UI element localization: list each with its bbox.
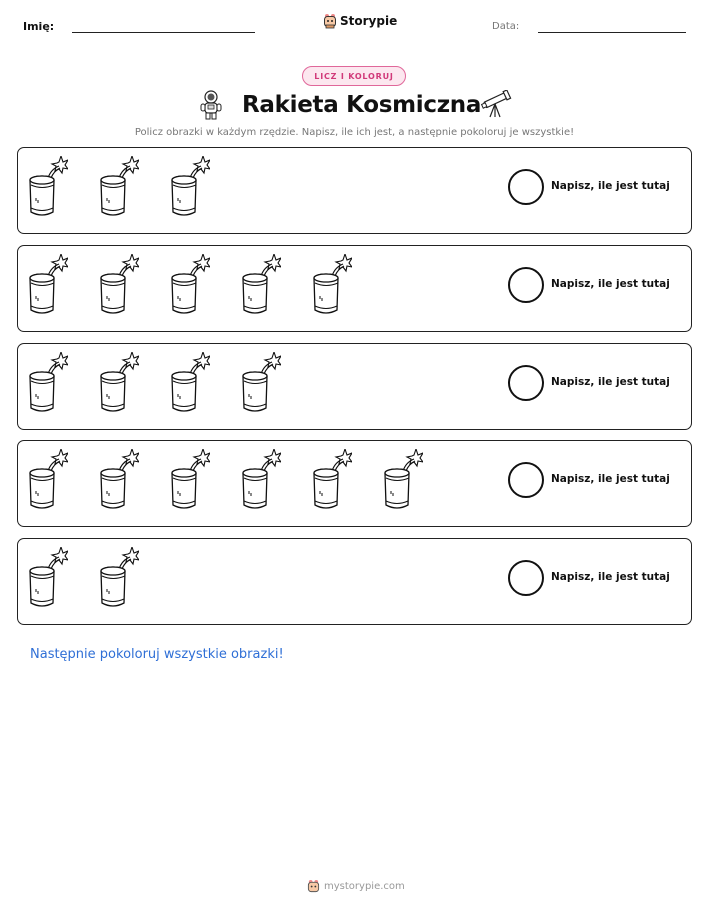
activity-badge: LICZ I KOLORUJ	[302, 66, 406, 86]
firework-can-icon	[28, 449, 68, 519]
firework-can-icon	[28, 352, 68, 422]
count-row	[17, 343, 692, 430]
firework-can-icon	[28, 547, 68, 617]
firework-can-icon	[170, 449, 210, 519]
firework-can-icon	[28, 254, 68, 324]
firework-can-icon	[99, 449, 139, 519]
footer-url: mystorypie.com	[324, 881, 405, 892]
firework-can-icon	[383, 449, 423, 519]
telescope-icon	[480, 90, 512, 118]
firework-can-icon	[312, 254, 352, 324]
instructions: Policz obrazki w każdym rzędzie. Napisz, ile ich jest, a następnie pokoloruj je wszystkie!	[134, 127, 575, 138]
page-title: Rakieta Kosmiczna	[242, 92, 482, 118]
firework-can-icon	[170, 254, 210, 324]
count-row	[17, 440, 692, 527]
name-field[interactable]	[72, 32, 255, 33]
answer-circle[interactable]	[508, 462, 544, 498]
firework-can-icon	[99, 254, 139, 324]
firework-can-icon	[28, 156, 68, 226]
firework-can-icon	[170, 156, 210, 226]
firework-can-icon	[241, 352, 281, 422]
answer-circle[interactable]	[508, 169, 544, 205]
answer-label: Napisz, ile jest tutaj	[551, 571, 670, 583]
count-row	[17, 147, 692, 234]
storypie-mascot-icon	[323, 13, 337, 29]
answer-circle[interactable]	[508, 365, 544, 401]
answer-label: Napisz, ile jest tutaj	[551, 278, 670, 290]
answer-circle[interactable]	[508, 267, 544, 303]
footer	[307, 879, 405, 894]
count-row	[17, 538, 692, 625]
storypie-mascot-icon	[307, 879, 320, 894]
firework-can-icon	[312, 449, 352, 519]
firework-can-icon	[99, 547, 139, 617]
footer-note: Następnie pokoloruj wszystkie obrazki!	[30, 647, 284, 662]
date-label: Data:	[492, 21, 520, 32]
count-row	[17, 245, 692, 332]
date-field[interactable]	[538, 32, 686, 33]
firework-can-icon	[170, 352, 210, 422]
brand-logo	[323, 13, 397, 29]
firework-can-icon	[99, 352, 139, 422]
brand-name: Storypie	[340, 14, 398, 28]
answer-circle[interactable]	[508, 560, 544, 596]
firework-can-icon	[99, 156, 139, 226]
answer-label: Napisz, ile jest tutaj	[551, 473, 670, 485]
firework-can-icon	[241, 449, 281, 519]
answer-label: Napisz, ile jest tutaj	[551, 180, 670, 192]
astronaut-icon	[200, 90, 222, 120]
firework-can-icon	[241, 254, 281, 324]
answer-label: Napisz, ile jest tutaj	[551, 376, 670, 388]
name-label: Imię:	[23, 20, 55, 33]
